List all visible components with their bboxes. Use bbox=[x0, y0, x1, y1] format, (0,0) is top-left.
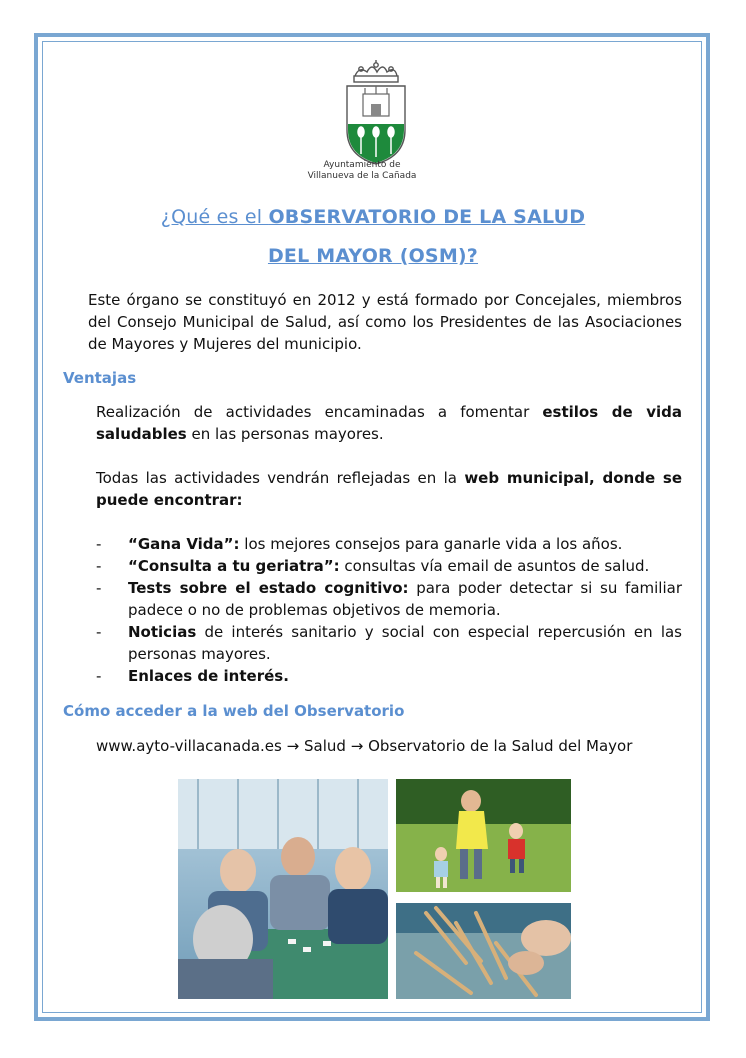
section-heading-acceso: Cómo acceder a la web del Observatorio bbox=[63, 702, 405, 720]
section-heading-ventajas: Ventajas bbox=[63, 369, 137, 387]
para2-text-a: Todas las actividades vendrán reflejadas en la bbox=[96, 469, 465, 487]
crest-caption-line1: Ayuntamiento de bbox=[323, 160, 401, 170]
bullet-dash: - bbox=[96, 667, 102, 685]
page-title-line1 bbox=[60, 206, 686, 228]
list-item-bold: Enlaces de interés. bbox=[128, 667, 289, 685]
arrow-right-icon: → bbox=[350, 737, 364, 755]
para1-bold: estilos de vida saludables bbox=[96, 403, 682, 443]
elderly-men-playing-dominoes-photo bbox=[178, 779, 388, 999]
list-item-text: los mejores consejos para ganarle vida a los años. bbox=[239, 535, 623, 553]
list-item-text: consultas vía email de asuntos de salud. bbox=[339, 557, 650, 575]
hands-bobbin-lace-photo bbox=[396, 903, 571, 999]
list-item bbox=[96, 621, 682, 665]
crest-caption-line2: Villanueva de la Cañada bbox=[307, 171, 417, 181]
list-item bbox=[96, 555, 682, 577]
path-step-salud: Salud bbox=[304, 737, 346, 755]
para1-text-c: en las personas mayores. bbox=[186, 425, 384, 443]
arrow-right-icon: → bbox=[286, 737, 300, 755]
para2-bold: web municipal, donde se puede encontrar: bbox=[96, 469, 683, 509]
bullet-dash: - bbox=[96, 535, 102, 553]
path-step-observatorio: Observatorio de la Salud del Mayor bbox=[368, 737, 633, 755]
list-item-bold: Tests sobre el estado cognitivo: bbox=[128, 579, 409, 597]
bullet-dash: - bbox=[96, 557, 102, 575]
access-path bbox=[96, 735, 632, 757]
list-item-bold: Noticias bbox=[128, 623, 197, 641]
list-item-text: para poder detectar si su familiar padece o no de problemas objetivos de memoria. bbox=[128, 579, 682, 619]
list-item-text: de interés sanitario y social con especial repercusión en las personas mayores. bbox=[128, 623, 682, 663]
intro-paragraph: Este órgano se constituyó en 2012 y está formado por Concejales, miembros del Consejo Municipal de Salud, así como los Presidentes de las Asociaciones de Mayores y Mujeres del municipio. bbox=[88, 291, 682, 353]
crest-caption bbox=[300, 160, 424, 182]
page-title-line2: DEL MAYOR (OSM)? bbox=[267, 245, 479, 267]
title-bold: OBSERVATORIO DE LA SALUD bbox=[268, 206, 586, 228]
ventajas-paragraph-1 bbox=[96, 401, 682, 445]
title-prefix: ¿Qué es el bbox=[160, 206, 269, 228]
bullet-dash: - bbox=[96, 623, 102, 641]
para1-text-a: Realización de actividades encaminadas a fomentar bbox=[96, 403, 543, 421]
bullet-dash: - bbox=[96, 579, 102, 597]
features-list bbox=[96, 533, 682, 687]
website-link[interactable]: www.ayto-villacanada.es bbox=[96, 737, 282, 755]
list-item bbox=[96, 577, 682, 621]
ventajas-paragraph-2 bbox=[96, 467, 682, 511]
list-item-bold: “Consulta a tu geriatra”: bbox=[128, 557, 340, 575]
list-item-bold: “Gana Vida”: bbox=[128, 535, 240, 553]
grandmother-children-field-photo bbox=[396, 779, 571, 892]
list-item bbox=[96, 665, 682, 687]
list-item bbox=[96, 533, 682, 555]
